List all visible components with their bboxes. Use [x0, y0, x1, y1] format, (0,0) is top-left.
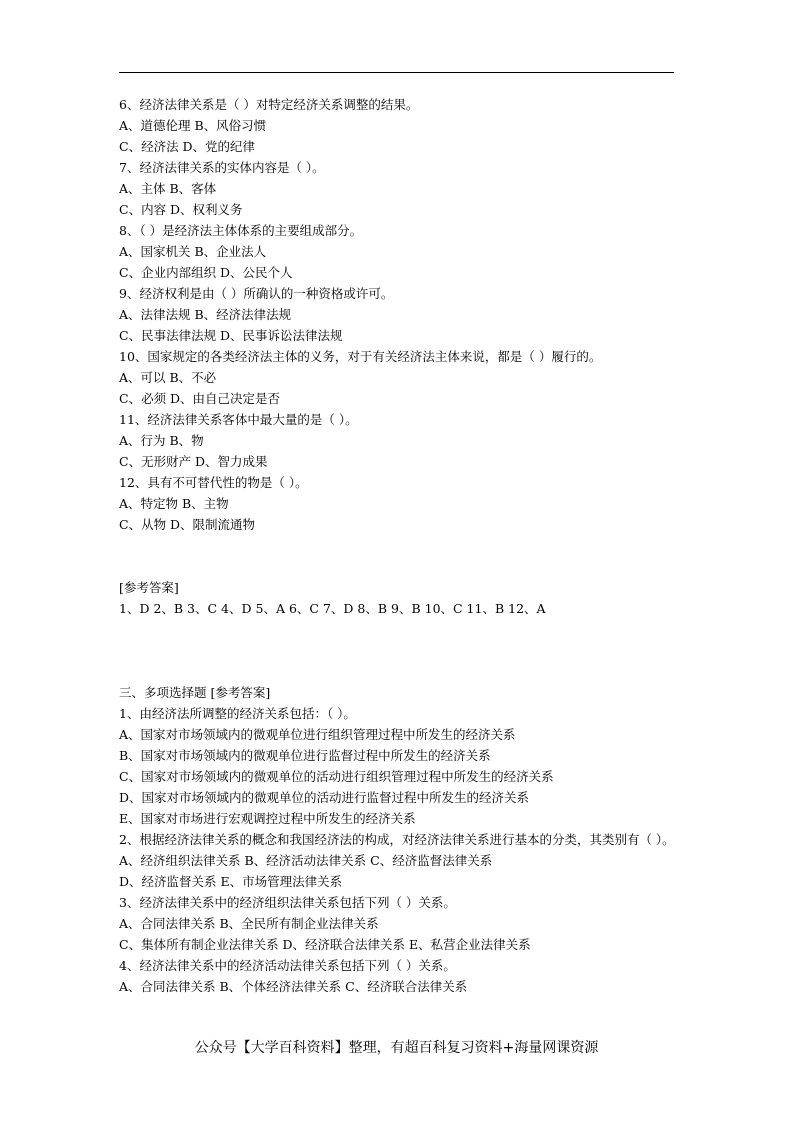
option-line: A、法律法规 B、经济法律法规 — [119, 307, 292, 322]
single-choice-questions — [119, 94, 679, 535]
option-line: A、国家对市场领域内的微观单位进行组织管理过程中所发生的经济关系 — [119, 727, 516, 742]
option-line: A、合同法律关系 B、个体经济法律关系 C、经济联合法律关系 — [119, 979, 468, 994]
answer-heading: [参考答案] — [119, 580, 179, 595]
option-line: A、合同法律关系 B、全民所有制企业法律关系 — [119, 916, 379, 931]
option-line: E、国家对市场进行宏观调控过程中所发生的经济关系 — [119, 811, 416, 826]
question-line: 3、经济法律关系中的经济组织法律关系包括下列（ ）关系。 — [119, 895, 456, 910]
option-line: C、无形财产 D、智力成果 — [119, 454, 268, 469]
document-body — [119, 94, 679, 997]
question-line: 10、国家规定的各类经济法主体的义务，对于有关经济法主体来说，都是（ ）履行的。 — [119, 349, 602, 364]
header-rule — [119, 72, 674, 73]
option-line: A、道德伦理 B、风俗习惯 — [119, 118, 267, 133]
option-line: C、国家对市场领域内的微观单位的活动进行组织管理过程中所发生的经济关系 — [119, 769, 554, 784]
option-line: D、国家对市场领域内的微观单位的活动进行监督过程中所发生的经济关系 — [119, 790, 530, 805]
page-footer: 公众号【大学百科资料】整理，有超百科复习资料+海量网课资源 — [194, 1040, 599, 1056]
option-line: C、企业内部组织 D、公民个人 — [119, 265, 293, 280]
option-line: A、国家机关 B、企业法人 — [119, 244, 267, 259]
option-line: C、民事法律法规 D、民事诉讼法律法规 — [119, 328, 343, 343]
spacer — [119, 535, 679, 577]
spacer — [119, 619, 679, 682]
question-line: 1、由经济法所调整的经济关系包括：（ ）。 — [119, 706, 356, 721]
section-heading: 三、多项选择题 [参考答案] — [119, 685, 271, 700]
question-line: 2、根据经济法律关系的概念和我国经济法的构成，对经济法律关系进行基本的分类，其类别有（ ）。 — [119, 832, 675, 847]
question-line: 9、经济权利是由（ ）所确认的一种资格或许可。 — [119, 286, 394, 301]
question-line: 12、具有不可替代性的物是（ ）。 — [119, 475, 308, 490]
answer-text: 1、D 2、B 3、C 4、D 5、A 6、C 7、D 8、B 9、B 10、C 11、B 12、A — [119, 601, 546, 616]
question-line: 7、经济法律关系的实体内容是（ ）。 — [119, 160, 325, 175]
option-line: A、可以 B、不必 — [119, 370, 217, 385]
question-line: 11、经济法律关系客体中最大量的是（ ）。 — [119, 412, 358, 427]
option-line: C、从物 D、限制流通物 — [119, 517, 256, 532]
option-line: C、内容 D、权利义务 — [119, 202, 243, 217]
option-line: C、必须 D、由自己决定是否 — [119, 391, 281, 406]
multiple-choice-section — [119, 682, 679, 997]
answer-key — [119, 577, 679, 619]
option-line: A、行为 B、物 — [119, 433, 204, 448]
question-line: 8、（ ）是经济法主体体系的主要组成部分。 — [119, 223, 363, 238]
option-line: A、特定物 B、主物 — [119, 496, 229, 511]
option-line: A、经济组织法律关系 B、经济活动法律关系 C、经济监督法律关系 — [119, 853, 493, 868]
option-line: C、集体所有制企业法律关系 D、经济联合法律关系 E、私营企业法律关系 — [119, 937, 531, 952]
option-line: D、经济监督关系 E、市场管理法律关系 — [119, 874, 343, 889]
option-line: B、国家对市场领域内的微观单位进行监督过程中所发生的经济关系 — [119, 748, 491, 763]
question-line: 6、经济法律关系是（ ）对特定经济关系调整的结果。 — [119, 97, 419, 112]
option-line: C、经济法 D、党的纪律 — [119, 139, 256, 154]
question-line: 4、经济法律关系中的经济活动法律关系包括下列（ ）关系。 — [119, 958, 456, 973]
option-line: A、主体 B、客体 — [119, 181, 217, 196]
